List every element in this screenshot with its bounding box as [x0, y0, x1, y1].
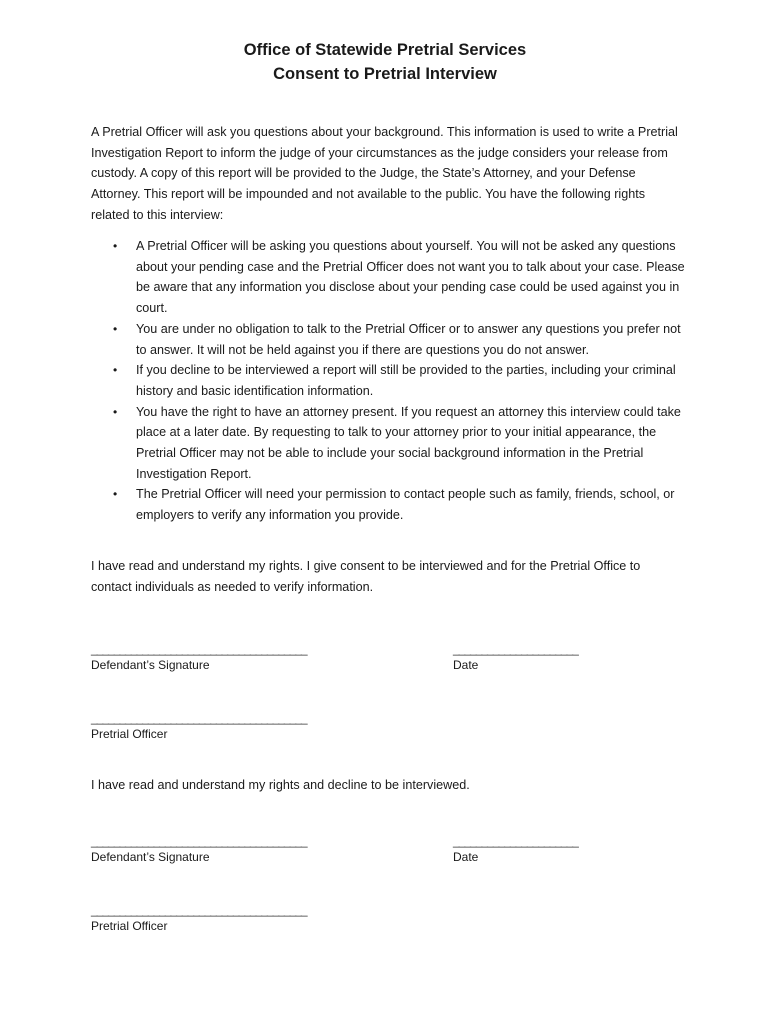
consent-officer-signature-label: Pretrial Officer [91, 727, 168, 741]
rights-list-item [91, 319, 691, 360]
rights-list-item [91, 402, 691, 485]
consent-officer-signature-line[interactable]: ______________________________________ [91, 711, 307, 725]
decline-officer-signature-line[interactable]: ______________________________________ [91, 903, 307, 917]
rights-item-text: You are under no obligation to talk to the Pretrial Officer or to answer any questions you prefer not to answer. It will not be held against you if there are questions you do not answer. [136, 321, 681, 357]
decline-officer-signature-label: Pretrial Officer [91, 919, 168, 933]
rights-list-item [91, 360, 691, 401]
consent-defendant-signature-line[interactable]: ______________________________________ [91, 642, 307, 656]
consent-date-block [453, 641, 578, 673]
page-title [0, 38, 770, 86]
intro-paragraph: A Pretrial Officer will ask you questions about your background. This information is used to write a Pretrial Investigation Report to inform the judge of your circumstances as the judge considers your release from custody. A copy of this report will be provided to the Judge, the State’s Attorney, and your Defense Attorney. This report will be impounded and not available to the public. You have the following rights related to this interview: [91, 125, 678, 222]
rights-list-item [91, 236, 691, 319]
rights-item-text: You have the right to have an attorney present. If you request an attorney this interview could take place at a later date. By requesting to talk to your attorney prior to your initial appearance, the Pretrial Officer may not be able to include your social background information in the Pretrial Investigation Report. [136, 404, 681, 481]
decline-date-line[interactable]: ______________________ [453, 834, 578, 848]
decline-defendant-signature-block [91, 833, 307, 865]
consent-statement: I have read and understand my rights. I give consent to be interviewed and for the Pretrial Office to contact individuals as needed to verify information. [91, 559, 641, 594]
consent-date-line[interactable]: ______________________ [453, 642, 578, 656]
decline-defendant-signature-label: Defendant’s Signature [91, 850, 210, 864]
decline-defendant-signature-line[interactable]: ______________________________________ [91, 834, 307, 848]
decline-officer-signature-block [91, 902, 307, 934]
rights-item-text: A Pretrial Officer will be asking you questions about yourself. You will not be asked any questions about your pending case and the Pretrial Officer does not want you to talk about your case. Please be aware that any information you disclose about your pending case could be used against you in court. [136, 239, 685, 316]
consent-defendant-signature-label: Defendant’s Signature [91, 658, 210, 672]
decline-date-block [453, 833, 578, 865]
consent-date-label: Date [453, 658, 479, 672]
consent-defendant-signature-block [91, 641, 307, 673]
title-line-office: Office of Statewide Pretrial Services [243, 41, 527, 59]
bullet-icon: • [113, 239, 118, 253]
decline-statement: I have read and understand my rights and decline to be interviewed. [91, 778, 470, 792]
rights-item-text: If you decline to be interviewed a report will still be provided to the parties, including your criminal history and basic identification information. [136, 363, 676, 398]
bullet-icon: • [113, 321, 118, 336]
rights-item-text: The Pretrial Officer will need your permission to contact people such as family, friends, school, or employers to verify any information you provide. [136, 487, 675, 523]
decline-date-label: Date [453, 850, 479, 864]
bullet-icon: • [113, 404, 118, 419]
bullet-icon: • [113, 363, 118, 378]
consent-officer-signature-block [91, 710, 307, 742]
bullet-icon: • [113, 487, 118, 502]
title-line-form: Consent to Pretrial Interview [273, 65, 497, 83]
rights-list [91, 236, 691, 526]
rights-list-item [91, 484, 691, 525]
